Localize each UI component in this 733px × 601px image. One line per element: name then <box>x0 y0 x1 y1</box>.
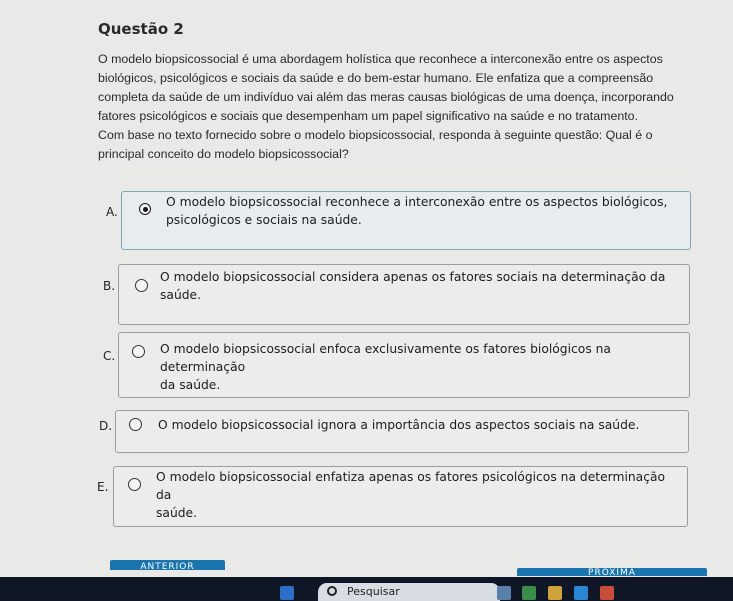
option-d-radio-icon[interactable] <box>129 418 142 431</box>
question-line: biológicos, psicológicos e sociais da saúde e do bem-estar humano. Ele enfatiza que a compreensão <box>98 71 654 85</box>
app-icon[interactable] <box>600 586 614 600</box>
widget-icon[interactable] <box>497 586 511 600</box>
option-d-line1: O modelo biopsicossocial ignora a importância dos aspectos sociais na saúde. <box>158 418 640 432</box>
option-a-text <box>166 193 686 229</box>
prev-button[interactable] <box>110 560 225 570</box>
prev-button-label: ANTERIOR <box>140 562 195 570</box>
option-c-line2: da saúde. <box>160 378 221 392</box>
option-d-letter: D. <box>99 419 113 433</box>
option-e-line2: saúde. <box>156 506 198 520</box>
question-title: Questão 2 <box>98 20 184 38</box>
next-button-label: PRÓXIMA <box>588 568 636 576</box>
option-b-text <box>160 268 685 304</box>
option-a-line2: psicológicos e sociais na saúde. <box>166 213 362 227</box>
question-line: completa da saúde de um indivíduo vai além das meras causas biológicas de uma doença, incorporando <box>98 90 674 104</box>
option-c-text <box>160 340 687 394</box>
option-a-radio-icon[interactable] <box>139 203 151 215</box>
app-icon[interactable] <box>280 586 294 600</box>
next-button[interactable] <box>517 568 707 576</box>
option-d-text <box>158 416 685 434</box>
taskbar-search-input[interactable] <box>318 583 500 601</box>
option-a-letter: A. <box>106 205 118 219</box>
app-icon[interactable] <box>574 586 588 600</box>
option-e-line1: O modelo biopsicossocial enfatiza apenas os fatores psicológicos na determinação da <box>156 470 666 502</box>
option-a-line1: O modelo biopsicossocial reconhece a interconexão entre os aspectos biológicos, <box>166 195 668 209</box>
taskbar-search-label: Pesquisar <box>347 585 400 598</box>
option-b-line1: O modelo biopsicossocial considera apenas os fatores sociais na determinação da <box>160 270 666 284</box>
search-icon <box>327 586 337 596</box>
question-line: Com base no texto fornecido sobre o modelo biopsicossocial, responda à seguinte questão: Qual é o <box>98 128 653 142</box>
app-icon[interactable] <box>522 586 536 600</box>
question-line: fatores psicológicos e sociais que desempenham um papel significativo na saúde e no tratamento. <box>98 109 638 123</box>
question-line: principal conceito do modelo biopsicossocial? <box>98 147 349 161</box>
option-c-letter: C. <box>103 349 116 363</box>
app-icon[interactable] <box>548 586 562 600</box>
option-e-letter: E. <box>97 480 109 494</box>
question-line: O modelo biopsicossocial é uma abordagem holística que reconhece a interconexão entre os aspectos <box>98 52 663 66</box>
option-c-radio-icon[interactable] <box>132 345 145 358</box>
option-c-line1: O modelo biopsicossocial enfoca exclusivamente os fatores biológicos na determinação <box>160 342 611 374</box>
question-text <box>98 50 708 164</box>
option-b-line2: saúde. <box>160 288 202 302</box>
option-b-radio-icon[interactable] <box>135 279 148 292</box>
option-e-text <box>156 468 684 522</box>
option-b-letter: B. <box>103 279 116 293</box>
option-e-radio-icon[interactable] <box>128 478 141 491</box>
